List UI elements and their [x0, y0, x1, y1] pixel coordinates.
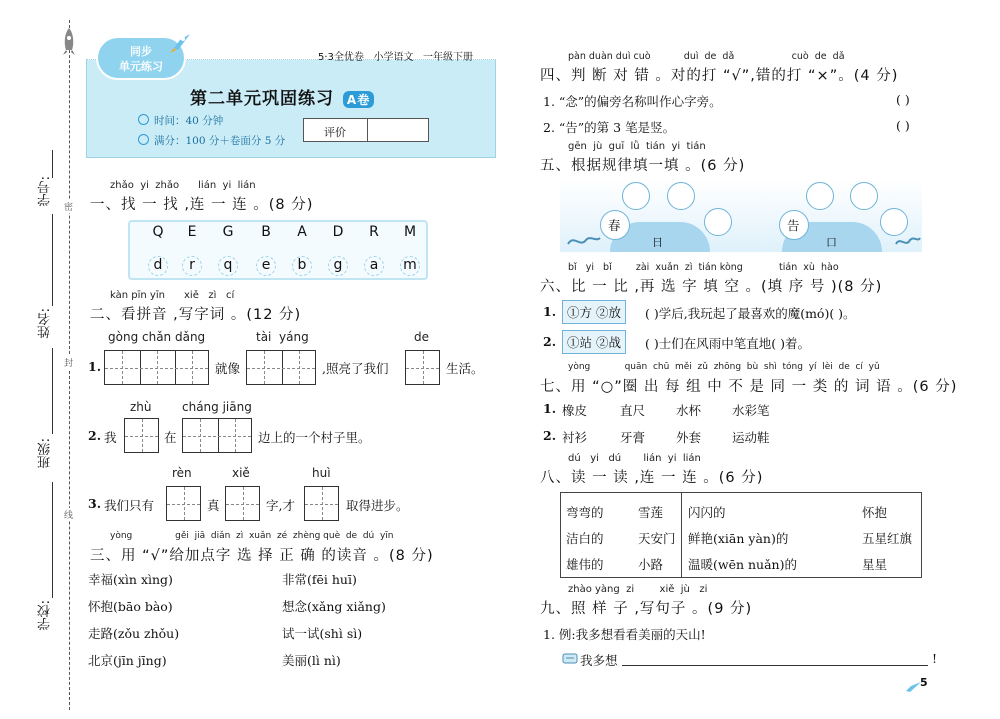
dragon-decoration-icon [894, 234, 922, 254]
school-line [52, 482, 53, 598]
lowercase-letter[interactable]: a [364, 256, 384, 276]
s5-pinyin: gēn jù guī lǜ tián yi tián [568, 141, 706, 152]
s7-word[interactable]: 直尺 [620, 403, 646, 418]
page-number: 5 [920, 676, 928, 689]
s2-q3-number: 3. [88, 496, 102, 511]
s7-pinyin: yòng quān chū měi zǔ zhōng bù shì tóng yí lèi de cí yǔ [568, 362, 880, 372]
s2-q1-pinyin-3: de [414, 330, 429, 344]
s4-answer-paren[interactable]: ( ) [896, 92, 910, 107]
s7-word[interactable]: 牙膏 [620, 430, 646, 445]
lowercase-letter[interactable]: r [182, 256, 202, 276]
s2-q3-text-0: 我们只有 [104, 498, 155, 513]
s2-q2-pinyin-1: zhù [130, 400, 152, 414]
lowercase-letter[interactable]: b [292, 256, 312, 276]
clock-icon [138, 114, 149, 125]
s4-item-2: 2. “告”的第 3 笔是竖。 [543, 120, 676, 135]
s2-q3-pinyin-2: xiě [232, 466, 250, 480]
time-limit: 时间：40 分钟 [154, 115, 224, 127]
s7-word[interactable]: 橡皮 [562, 403, 588, 418]
s2-q3-pinyin-3: huì [312, 466, 331, 480]
series-name: 5·3全优卷 [318, 52, 364, 63]
margin-school: 学校: [38, 600, 53, 631]
lowercase-letter[interactable]: q [218, 256, 238, 276]
lowercase-letter[interactable]: m [400, 256, 420, 276]
s8-right-b[interactable]: 星星 [862, 557, 888, 572]
margin-class: 班级: [38, 438, 53, 469]
s2-pinyin: kàn pīn yīn xiě zì cí [110, 290, 235, 301]
right-center-char: 告 [787, 218, 800, 233]
s8-left-b[interactable]: 小路 [638, 557, 664, 572]
s9-end-mark: ! [932, 651, 938, 666]
s2-q2-number: 2. [88, 428, 102, 443]
s3-item[interactable]: 怀抱(bāo bào) [88, 599, 173, 614]
margin-student-id: 学号: [38, 176, 53, 207]
writing-grid[interactable] [304, 486, 339, 521]
check-icon [138, 134, 149, 145]
s6-q2-number: 2. [543, 334, 557, 349]
variant-badge: A卷 [343, 91, 374, 108]
header-series-info [318, 48, 473, 63]
header-rocket-icon [168, 32, 192, 58]
s8-left-a[interactable]: 洁白的 [566, 531, 604, 546]
uppercase-letter[interactable]: G [222, 224, 234, 240]
uppercase-letter[interactable]: M [403, 224, 417, 240]
s2-q3-text-1: 真 [207, 498, 220, 513]
s2-q2-text-2: 边上的一个村子里。 [258, 430, 371, 445]
s2-q1-pinyin-2: tài yáng [256, 330, 309, 344]
s7-row-number: 1. [543, 401, 557, 416]
left-base-char: 日 [652, 236, 663, 249]
answer-circle[interactable] [806, 182, 834, 210]
s7-word[interactable]: 衬衫 [562, 430, 588, 445]
s6-heading: 六、比 一 比 ,再 选 字 填 空 。(填 序 号 )(8 分) [540, 279, 883, 295]
subject-name: 小学语文 [373, 52, 414, 63]
s2-q3-pinyin-1: rèn [172, 466, 192, 480]
s8-left-b[interactable]: 雪莲 [638, 505, 664, 520]
box-divider [681, 493, 682, 577]
answer-circle[interactable] [622, 182, 650, 210]
s9-pinyin: zhào yàng zi xiě jù zi [568, 584, 708, 595]
s2-q1-text-2: ,照亮了我们 [322, 361, 389, 376]
answer-circle[interactable] [850, 182, 878, 210]
uppercase-letter[interactable]: D [332, 224, 344, 240]
s2-q2-pinyin-2: cháng jiāng [182, 400, 252, 414]
page-title [190, 84, 374, 109]
lowercase-letter[interactable]: e [256, 256, 276, 276]
uppercase-letter[interactable]: E [187, 224, 197, 240]
writing-grid[interactable] [124, 418, 159, 453]
s7-word[interactable]: 运动鞋 [732, 430, 770, 445]
s8-right-b[interactable]: 五星红旗 [862, 531, 913, 546]
s3-item[interactable]: 非常(fēi huī) [282, 572, 357, 587]
s2-q3-text-2: 字,才 [266, 498, 295, 513]
s4-answer-paren[interactable]: ( ) [896, 118, 910, 133]
s3-item[interactable]: 走路(zǒu zhǒu) [88, 626, 180, 641]
s7-heading: 七、用 “○”圈 出 每 组 中 不 是 同 一 类 的 词 语 。(6 分) [540, 379, 958, 395]
s9-heading: 九、照 样 子 ,写句子 。(9 分) [540, 601, 753, 617]
s8-left-a[interactable]: 雄伟的 [566, 557, 604, 572]
s4-pinyin: pàn duàn duì cuò duì de dǎ cuò de dǎ [568, 51, 845, 62]
s3-heading: 三、用 “√”给加点字 选 择 正 确 的读音 。(8 分) [90, 548, 434, 564]
s8-right-a[interactable]: 温暖(wēn nuǎn)的 [688, 557, 797, 572]
badge-line-1: 同步 [130, 45, 152, 58]
s7-word[interactable]: 水彩笔 [732, 403, 770, 418]
writing-grid[interactable] [104, 350, 209, 385]
s2-q3-text-3: 取得进步。 [346, 498, 409, 513]
s6-q2-options: ①站 ②战 [562, 330, 626, 354]
dragon-decoration-icon [566, 232, 602, 254]
s6-q1-options: ①方 ②放 [562, 300, 626, 324]
margin-name: 姓名: [38, 308, 53, 339]
s2-heading: 二、看拼音 ,写字词 。(12 分) [90, 307, 302, 323]
s3-item[interactable]: 美丽(lì nì) [282, 653, 341, 668]
s9-prompt: 我多想 [580, 653, 618, 668]
right-base-char: 口 [826, 236, 837, 249]
lowercase-letter[interactable]: d [148, 256, 168, 276]
s2-q1-text-1: 就像 [215, 361, 241, 376]
s7-word[interactable]: 水杯 [676, 403, 702, 418]
evaluation-box [303, 118, 429, 142]
s1-pinyin: zhǎo yi zhǎo lián yi lián [110, 180, 256, 191]
s3-item[interactable]: 想念(xǎng xiǎng) [282, 599, 386, 614]
s6-q2-text[interactable]: ( )士们在风雨中笔直地( )着。 [645, 336, 810, 351]
uppercase-letter[interactable]: B [261, 224, 271, 240]
writing-grid[interactable] [166, 486, 201, 521]
s2-q2-text-1: 在 [164, 430, 177, 445]
uppercase-letter[interactable]: A [297, 224, 307, 240]
writing-grid[interactable] [246, 350, 316, 385]
full-score: 满分：100 分＋卷面分 5 分 [154, 135, 286, 147]
answer-circle[interactable] [667, 182, 695, 210]
grade-name: 一年级下册 [423, 52, 473, 63]
s3-item[interactable]: 幸福(xìn xìng) [88, 572, 173, 587]
pencil-icon [562, 650, 578, 669]
s9-example: 1. 例:我多想看看美丽的天山! [543, 627, 706, 642]
answer-circle[interactable] [880, 208, 908, 236]
s2-q1-pinyin-1: gòng chǎn dǎng [108, 330, 206, 344]
s3-pinyin: yòng gěi jiā diǎn zì xuǎn zé zhèng què de dú yīn [110, 531, 394, 541]
s5-heading: 五、根据规律填一填 。(6 分) [540, 158, 746, 174]
student-id-line [52, 150, 53, 178]
s7-word[interactable]: 外套 [676, 430, 702, 445]
rocket-icon [62, 28, 76, 56]
left-center-char: 春 [608, 218, 621, 233]
s8-pinyin: dú yi dú lián yi lián [568, 453, 701, 464]
s2-q1-text-3: 生活。 [446, 361, 484, 376]
s3-item[interactable]: 试一试(shì sì) [282, 626, 363, 641]
s1-heading: 一、找 一 找 ,连 一 连 。(8 分) [90, 197, 314, 213]
s8-heading: 八、读 一 读 ,连 一 连 。(6 分) [540, 470, 764, 486]
s7-row-number: 2. [543, 428, 557, 443]
s2-q2-text-0: 我 [104, 430, 117, 445]
s6-q1-number: 1. [543, 304, 557, 319]
writing-grid[interactable] [225, 486, 260, 521]
s8-right-b[interactable]: 怀抱 [862, 505, 888, 520]
lowercase-letter[interactable]: g [328, 256, 348, 276]
s8-right-a[interactable]: 闪闪的 [688, 505, 726, 520]
s8-left-b[interactable]: 天安门 [638, 531, 676, 546]
s6-q1-text[interactable]: ( )学后,我玩起了最喜欢的魔(mó)( )。 [645, 306, 856, 321]
evaluation-label: 评价 [324, 126, 346, 139]
s2-q1-number: 1. [88, 359, 102, 374]
answer-line[interactable] [622, 665, 928, 666]
uppercase-letter[interactable]: Q [152, 224, 164, 240]
s3-item[interactable]: 北京(jīn jīng) [88, 653, 167, 668]
s6-pinyin: bǐ yi bǐ zài xuǎn zì tián kòng tián xù hào [568, 262, 839, 273]
s8-right-a[interactable]: 鲜艳(xiān yàn)的 [688, 531, 789, 546]
class-line [52, 348, 53, 434]
s4-heading: 四、判 断 对 错 。对的打 “√”,错的打 “×”。(4 分) [540, 68, 899, 84]
s8-left-a[interactable]: 弯弯的 [566, 505, 604, 520]
badge-line-2: 单元练习 [119, 60, 163, 73]
margin-mark-line: 线 [64, 508, 73, 521]
title-text: 第二单元巩固练习 [190, 89, 334, 109]
answer-circle[interactable] [704, 208, 732, 236]
s4-item-1: 1. “念”的偏旁名称叫作心字旁。 [543, 94, 722, 109]
margin-mark-seal: 封 [64, 356, 73, 369]
writing-grid[interactable] [405, 350, 440, 385]
margin-mark-dense: 密 [64, 200, 73, 213]
writing-grid[interactable] [182, 418, 252, 453]
name-line [52, 214, 53, 306]
uppercase-letter[interactable]: R [369, 224, 379, 240]
